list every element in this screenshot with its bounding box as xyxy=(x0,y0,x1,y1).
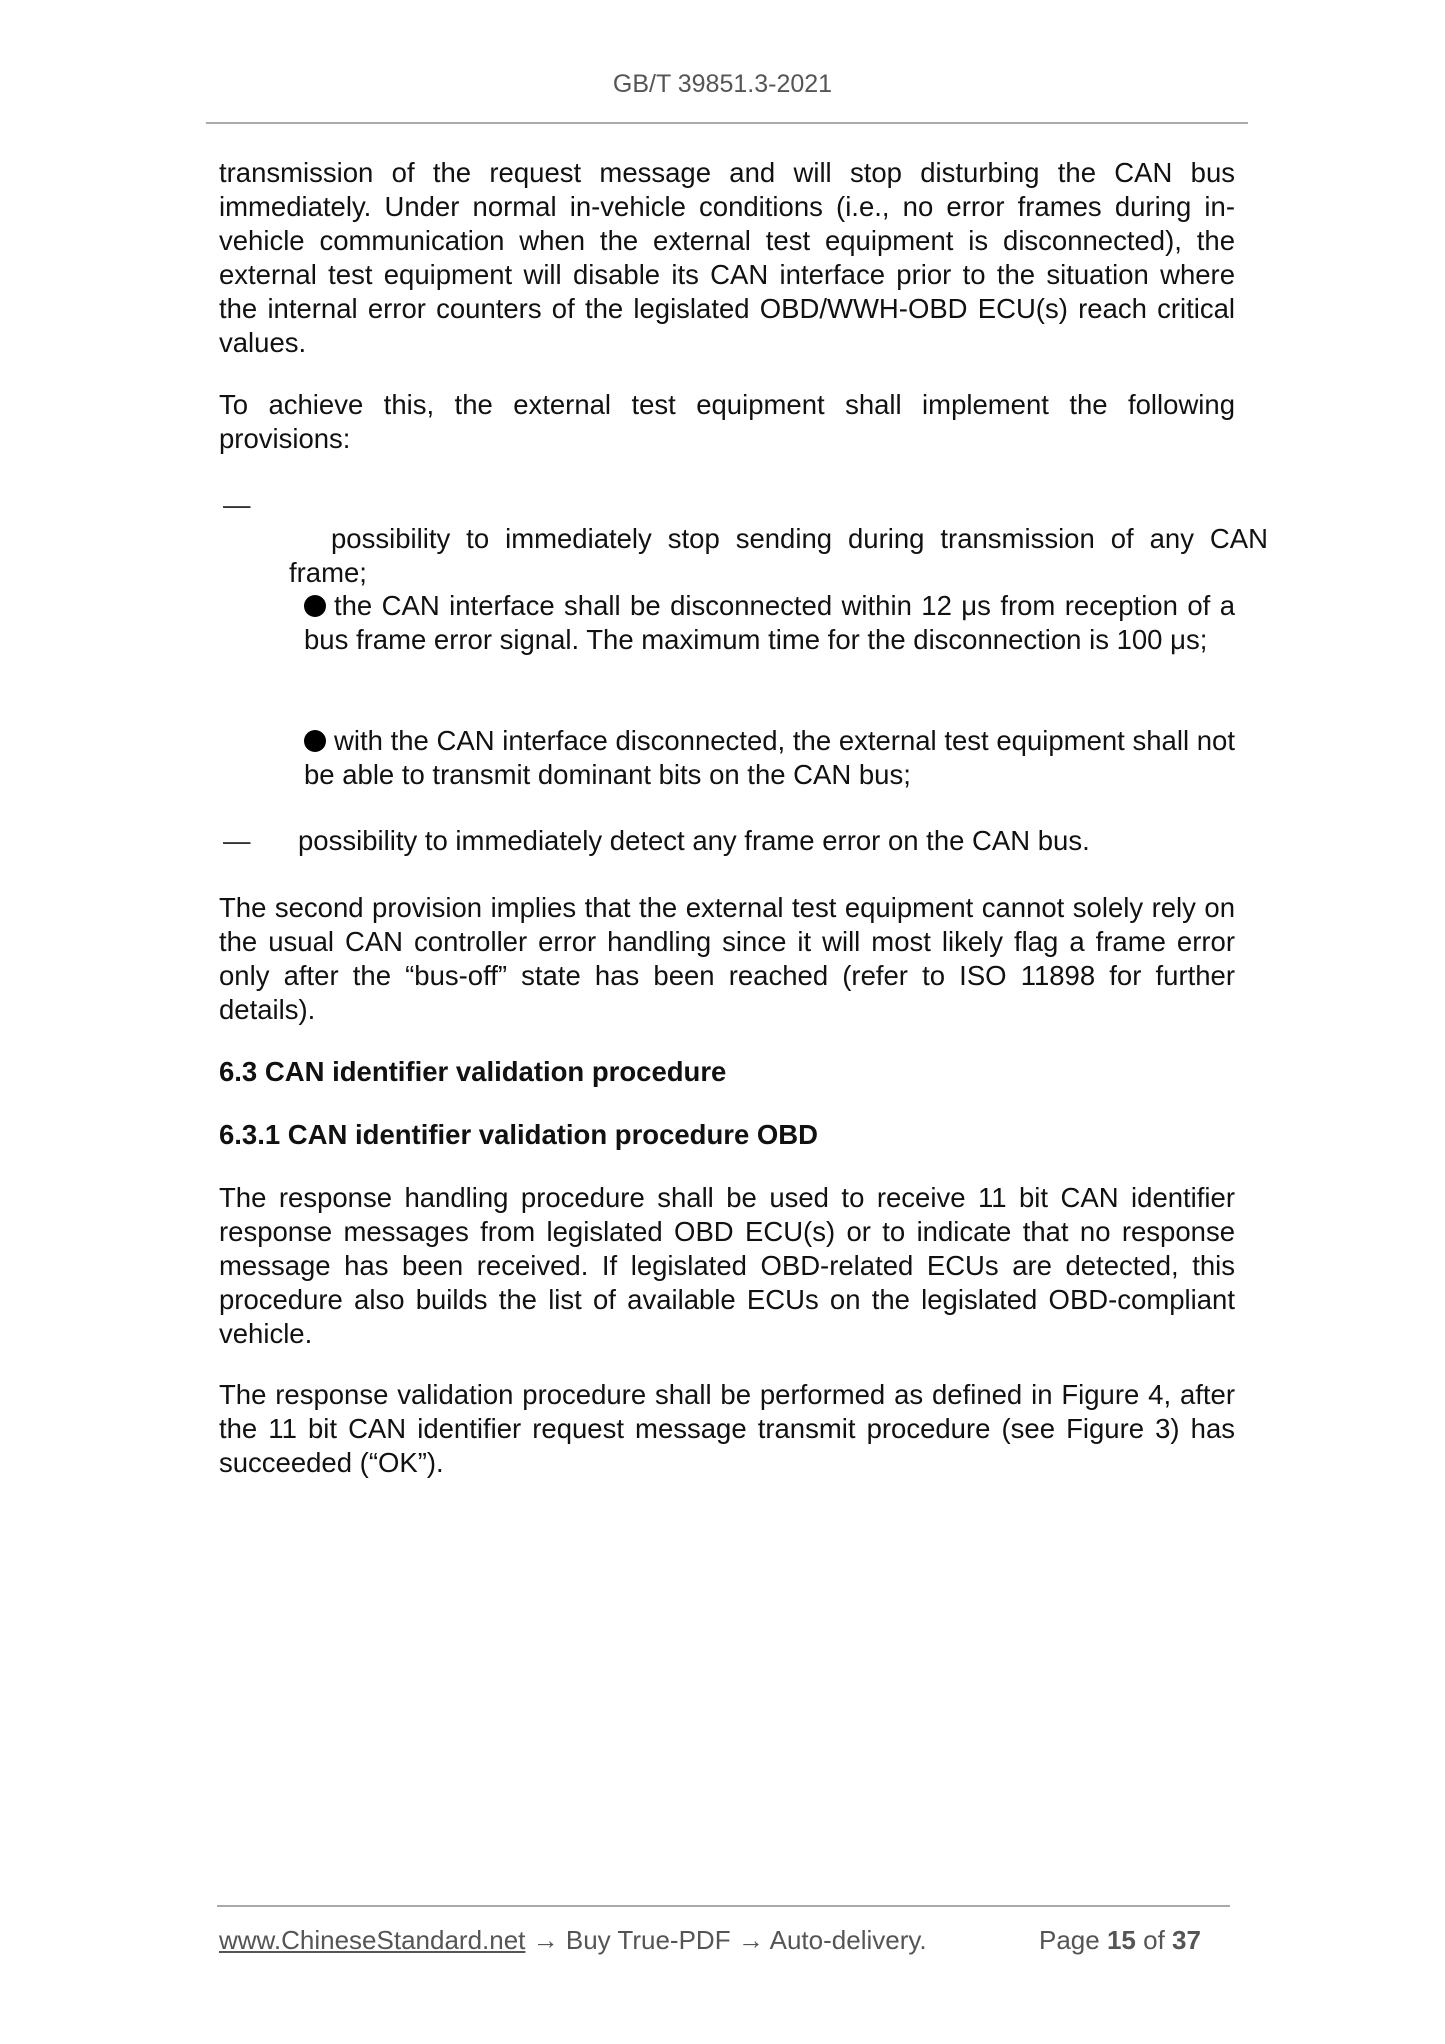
paragraph: The response validation procedure shall be performed as defined in Figure 4, after the 11 bit CAN identifier request message transmit procedure (see Figure 3) has succeeded (“OK”). xyxy=(219,1379,1235,1478)
paragraph: The second provision implies that the external test equipment cannot solely rely on the usual CAN controller error handling since it will most likely flag a frame error only after the “bus-off” state has been reached (refer to ISO 11898 for further details). xyxy=(219,892,1235,1025)
footer-rule xyxy=(217,1905,1230,1907)
bullet-text: the CAN interface shall be disconnected within 12 μs from reception of a bus frame error signal. The maximum time for the disconnection is 100 μs; xyxy=(304,590,1235,655)
bullet-icon xyxy=(304,730,326,752)
total-pages: 37 xyxy=(1172,1925,1201,1955)
list-item-text: possibility to immediately detect any frame error on the CAN bus. xyxy=(298,825,1090,856)
header-rule xyxy=(206,122,1248,124)
website-link[interactable]: www.ChineseStandard.net xyxy=(219,1925,526,1955)
page-label: Page xyxy=(1039,1925,1100,1955)
arrow-icon: → xyxy=(737,1925,764,1955)
bullet-item xyxy=(304,724,1235,792)
buy-text: Buy True-PDF xyxy=(565,1925,731,1955)
list-item xyxy=(223,824,1268,858)
bullet-icon xyxy=(304,595,326,617)
paragraph: transmission of the request message and will stop disturbing the CAN bus immediately. Under normal in-vehicle conditions (i.e., no error frames during in-vehicle communication when the external test equipment is disconnected), the external test equipment will disable its CAN interface prior to the situation where the internal error counters of the legislated OBD/WWH-OBD ECU(s) reach critical values. xyxy=(219,157,1235,358)
bullet-text: with the CAN interface disconnected, the external test equipment shall not be able to transmit dominant bits on the CAN bus; xyxy=(304,725,1235,790)
document-id: GB/T 39851.3-2021 xyxy=(612,70,833,98)
of-label: of xyxy=(1143,1925,1165,1955)
page-number xyxy=(1039,1925,1201,1956)
paragraph: The response handling procedure shall be used to receive 11 bit CAN identifier response messages from legislated OBD ECU(s) or to indicate that no response message has been received. If legislated OBD-related ECUs are detected, this procedure also builds the list of available ECUs on the legislated OBD-compliant vehicle. xyxy=(219,1182,1235,1349)
current-page: 15 xyxy=(1106,1925,1136,1955)
paragraph: To achieve this, the external test equipment shall implement the following provisions: xyxy=(219,389,1235,454)
auto-delivery-text: Auto-delivery. xyxy=(769,1925,927,1955)
list-item xyxy=(223,488,1268,590)
dash-marker: — xyxy=(223,825,251,856)
arrow-icon: → xyxy=(532,1925,559,1955)
subsection-heading: 6.3.1 CAN identifier validation procedure OBD xyxy=(219,1119,819,1150)
list-item-text: possibility to immediately stop sending during transmission of any CAN frame; xyxy=(289,523,1268,588)
dash-marker: — xyxy=(223,489,251,520)
section-heading: 6.3 CAN identifier validation procedure xyxy=(219,1056,727,1087)
bullet-item xyxy=(304,589,1235,657)
footer-links xyxy=(219,1925,927,1956)
